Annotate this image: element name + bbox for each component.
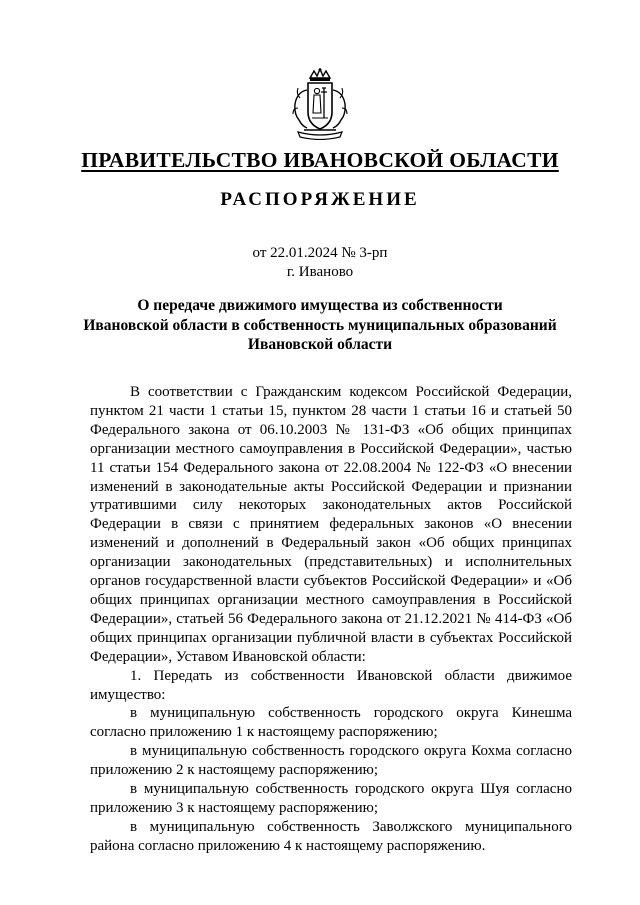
- subject-line: Ивановской области в собственность муниципальных образований: [83, 316, 557, 334]
- document-type: РАСПОРЯЖЕНИЕ: [220, 189, 420, 210]
- subject-line: О передаче движимого имущества из собственности: [137, 297, 503, 314]
- item-1-paragraph: 1. Передать из собственности Ивановской области движимое имущество:: [90, 667, 572, 703]
- document-body: [90, 383, 572, 856]
- city: г. Иваново: [286, 264, 354, 280]
- date-block: [0, 244, 640, 282]
- coat-of-arms-icon: [290, 68, 350, 140]
- subitem-paragraph: в муниципальную собственность Заволжского муниципального района согласно приложению 4 к настоящему распоряжению.: [90, 818, 572, 854]
- subitem-paragraph: в муниципальную собственность городского округа Кинешма согласно приложению 1 к настоящему распоряжению;: [90, 705, 572, 741]
- organization-title-text: ПРАВИТЕЛЬСТВО ИВАНОВСКОЙ ОБЛАСТИ: [81, 148, 559, 172]
- subitem-paragraph: в муниципальную собственность городского округа Шуя согласно приложению 3 к настоящему распоряжению;: [90, 781, 572, 816]
- document-subject: [60, 296, 580, 355]
- date-number: от 22.01.2024 № 3-рп: [252, 245, 388, 261]
- preamble-paragraph: В соответствии с Гражданским кодексом Российской Федерации, пунктом 21 части 1 статьи 15, пунктом 28 части 1 статьи 16 и статьей 50 Федерального закона от 06.10.2003 № 131-ФЗ «Об общих принципах организации местного самоуправления в Российской Федерации», частью 11 статьи 154 Федерального закона от 22.08.2004 № 122-ФЗ «О внесении изменений в законодательные акты Российской Федерации и признании утратившими силу некоторых законодательных актов Российской Федерации в связи с принятием федеральных законов «О внесении изменений и дополнений в Федеральный закон «Об общих принципах организации законодательных (представительных) и исполнительных органов государственной власти субъектов Российской Федерации» и «Об общих принципах организации местного самоуправления в Российской Федерации», статьей 56 Федерального закона от 21.12.2021 № 414-ФЗ «Об общих принципах организации публичной власти в субъектах Российской Федерации», Уставом Ивановской области:: [90, 384, 572, 665]
- organization-title: [0, 148, 640, 173]
- subject-line: Ивановской области: [247, 336, 393, 353]
- subitem-paragraph: в муниципальную собственность городского округа Кохма согласно приложению 2 к настоящему распоряжению;: [90, 743, 572, 779]
